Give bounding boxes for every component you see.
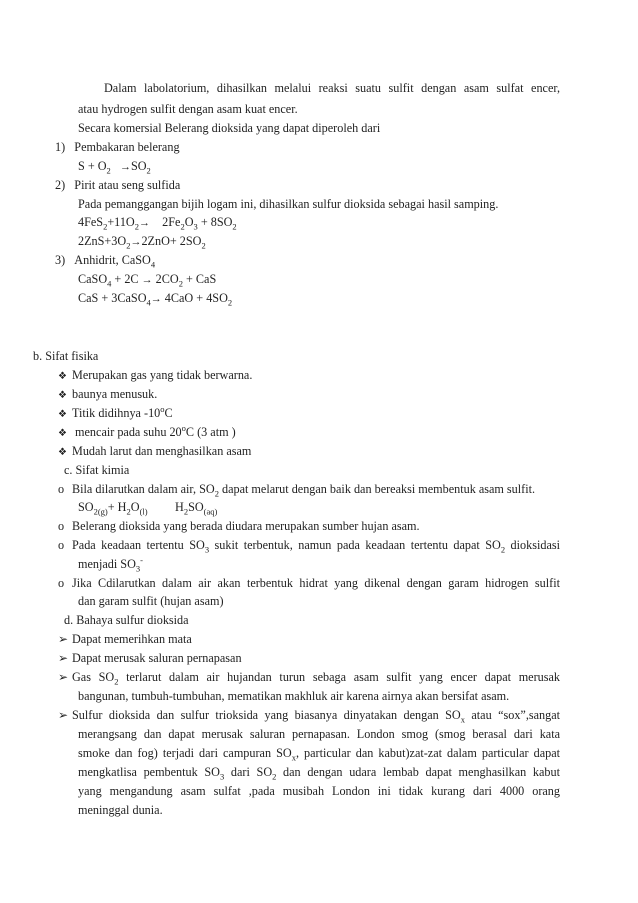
- subscript: 2: [126, 240, 131, 251]
- diamond-bullet-icon: ❖: [58, 447, 67, 458]
- danger-item: [58, 707, 560, 723]
- arrow-icon: →: [119, 161, 131, 173]
- text-run: Dapat memerihkan mata: [72, 632, 192, 646]
- danger-item-continuation: [78, 764, 560, 780]
- text-run: mencair pada suhu 20: [75, 425, 182, 439]
- equation-sulfurous-acid: [78, 499, 217, 515]
- intro-paragraph-line-1: Dalam labolatorium, dihasilkan melalui reaksi suatu sulfit dengan asam sulfat encer,: [104, 81, 560, 95]
- danger-item: [58, 631, 192, 647]
- subscript: 2: [106, 165, 111, 176]
- text-run: Merupakan gas yang tidak berwarna.: [72, 368, 253, 382]
- chemical-item: [58, 537, 560, 553]
- text-run: + 8SO: [197, 215, 233, 229]
- subscript: 2: [183, 506, 189, 517]
- circle-bullet-icon: o: [58, 576, 65, 590]
- subscript: 2: [114, 676, 119, 687]
- subscript: 2: [178, 278, 183, 289]
- diamond-bullet-icon: ❖: [58, 428, 67, 439]
- chemical-item: [58, 518, 420, 534]
- text-run: atau “sox”,sangat: [464, 708, 560, 722]
- arrow-bullet-icon: ➢: [58, 670, 69, 684]
- subscript: 2: [126, 506, 131, 517]
- diamond-bullet-icon: ❖: [58, 371, 67, 382]
- text-run: H: [175, 500, 184, 514]
- diamond-bullet-icon: ❖: [58, 390, 67, 401]
- subscript: 2: [201, 240, 206, 251]
- text-run: 2Fe: [162, 215, 181, 229]
- text-run: Titik didihnya -10: [72, 406, 161, 420]
- danger-item: [58, 650, 242, 666]
- text-run: dan dengan udara lembab dapat menghasilkan kabut: [276, 765, 561, 779]
- circle-bullet-icon: o: [58, 519, 65, 533]
- arrow-icon: →: [150, 293, 162, 305]
- superscript: o: [181, 422, 186, 433]
- subscript: (aq): [203, 506, 218, 517]
- text-run: mengkatlisa pembentuk SO: [78, 765, 220, 779]
- subscript: 2: [134, 221, 139, 232]
- subscript: 2: [214, 488, 219, 499]
- source-title: Anhidrit, CaSO: [74, 253, 151, 267]
- physical-item: [58, 443, 251, 461]
- source-title: Pirit atau seng sulfida: [74, 178, 181, 192]
- text-run: 4FeS: [78, 215, 104, 229]
- text-run: SO: [188, 500, 204, 514]
- text-run: , particular dan kabut)zat-zat dalam particular dapat: [295, 746, 560, 760]
- subscript: 3: [193, 221, 198, 232]
- text-run: + CaS: [182, 272, 217, 286]
- danger-item: [58, 669, 560, 685]
- text-run: Gas SO: [72, 670, 115, 684]
- equation-sulfur-combustion: [78, 158, 151, 175]
- text-run: menjadi SO: [78, 557, 136, 571]
- text-run: 4CaO + 4SO: [161, 291, 228, 305]
- subscript: 4: [107, 278, 112, 289]
- text-run: Bila dilarutkan dalam air, SO: [72, 482, 215, 496]
- chemical-item-continuation: dan garam sulfit (hujan asam): [78, 594, 224, 608]
- source-item-2: [55, 177, 180, 193]
- intro-paragraph-2: Secara komersial Belerang dioksida yang dapat diperoleh dari: [78, 121, 381, 135]
- danger-item-continuation: [78, 745, 560, 761]
- physical-item: [58, 367, 252, 385]
- text-run: smoke dan fog) terjadi dari campuran SO: [78, 746, 292, 760]
- equation-pyrite: [78, 214, 237, 231]
- subscript: 2(g): [93, 506, 108, 517]
- text-run: Jika Cdilarutkan dalam air akan terbentuk hidrat yang dikenal dengan garam hidrogen sulfit: [72, 576, 560, 590]
- subscript: x: [460, 714, 465, 725]
- text-run: SO: [78, 500, 94, 514]
- danger-item-continuation: bangunan, tumbuh-tumbuhan, mematikan makhluk air karena airnya akan bersifat asam.: [78, 689, 510, 703]
- text-run: sukit terbentuk, namun pada keadaan tertentu dapat SO: [209, 538, 501, 552]
- arrow-icon: →: [141, 274, 153, 286]
- superscript: -: [140, 554, 143, 565]
- equation-anhydrite-2: [78, 290, 232, 307]
- text-run: 2CO: [152, 272, 179, 286]
- source-item-1: [55, 139, 180, 155]
- text-run: +11O: [107, 215, 135, 229]
- arrow-bullet-icon: ➢: [58, 708, 69, 722]
- subscript: 2: [272, 771, 277, 782]
- physical-item: [58, 405, 173, 423]
- text-run: O: [130, 500, 140, 514]
- circle-bullet-icon: o: [58, 482, 65, 496]
- list-number: 1): [55, 140, 66, 154]
- subscript: 2: [180, 221, 185, 232]
- text-run: dioksidasi: [505, 538, 560, 552]
- text-run: CaSO: [78, 272, 108, 286]
- text-run: + H: [107, 500, 127, 514]
- circle-bullet-icon: o: [58, 538, 65, 552]
- chemical-item-continuation: [78, 556, 143, 572]
- diamond-bullet-icon: ❖: [58, 409, 67, 420]
- subscript: 3: [135, 563, 141, 574]
- section-heading-dangers: d. Bahaya sulfur dioksida: [64, 613, 189, 627]
- text-run: 2ZnO+ 2SO: [141, 234, 202, 248]
- source-item-3: [55, 252, 155, 268]
- chemical-item: [58, 575, 560, 591]
- subscript: 2: [227, 297, 233, 308]
- physical-item: [58, 386, 157, 404]
- arrow-icon: →: [138, 217, 150, 229]
- subscript: 4: [146, 297, 151, 308]
- text-run: C: [164, 406, 173, 420]
- danger-item-continuation: merangsang dan dapat merusak saluran pernapasan. London smog (smog berasal dari kata: [78, 727, 560, 741]
- text-run: baunya menusuk.: [72, 387, 158, 401]
- text-run: Mudah larut dan menghasilkan asam: [72, 444, 252, 458]
- section-heading-chemical: c. Sifat kimia: [64, 463, 130, 477]
- subscript: 3: [204, 544, 210, 555]
- section-heading-physical: b. Sifat fisika: [33, 349, 99, 363]
- text-run: 2ZnS+3O: [78, 234, 127, 248]
- text-run: CaS + 3CaSO: [78, 291, 147, 305]
- chemical-item: [58, 481, 535, 497]
- list-number: 2): [55, 178, 66, 192]
- subscript: 2: [500, 544, 506, 555]
- intro-paragraph-line-2: atau hydrogen sulfit dengan asam kuat encer.: [78, 102, 298, 116]
- arrow-bullet-icon: ➢: [58, 651, 69, 665]
- text-run: Sulfur dioksida dan sulfur trioksida yang biasanya dinyatakan dengan SO: [72, 708, 461, 722]
- source-description: Pada pemanggangan bijih logam ini, dihasilkan sulfur dioksida sebagai hasil samping.: [78, 197, 499, 211]
- subscript: 3: [219, 771, 225, 782]
- subscript: 2: [232, 221, 237, 232]
- text-run: + 2C: [111, 272, 142, 286]
- subscript: 4: [150, 259, 156, 270]
- danger-item-continuation: yang mengandung asam sulfat ,pada musibah London ini tidak kurang dari 4000 orang: [78, 784, 560, 798]
- text-run: O: [184, 215, 194, 229]
- text-run: dapat melarut dengan baik dan bereaksi membentuk asam sulfit.: [218, 482, 536, 496]
- source-title: Pembakaran belerang: [74, 140, 180, 154]
- text-run: dari SO: [224, 765, 273, 779]
- text-run: Pada keadaan tertentu SO: [72, 538, 205, 552]
- text-run: C (3 atm ): [185, 425, 236, 439]
- list-number: 3): [55, 253, 66, 267]
- subscript: x: [291, 752, 296, 763]
- text-run: terlarut dalam air hujandan turun sebaga asam sulfit yang encer dapat merusak: [118, 670, 560, 684]
- text-run: S + O: [78, 159, 107, 173]
- superscript: o: [160, 403, 165, 414]
- text-run: Dapat merusak saluran pernapasan: [72, 651, 242, 665]
- subscript: 2: [103, 221, 108, 232]
- physical-item: [58, 424, 236, 442]
- subscript: (l): [139, 506, 148, 517]
- subscript: 2: [146, 165, 151, 176]
- arrow-icon: →: [130, 236, 142, 248]
- equation-zinc-sulfide: [78, 233, 206, 250]
- text-run: SO: [130, 159, 147, 173]
- arrow-bullet-icon: ➢: [58, 632, 69, 646]
- danger-item-continuation: meninggal dunia.: [78, 803, 163, 817]
- text-run: Belerang dioksida yang berada diudara merupakan sumber hujan asam.: [72, 519, 420, 533]
- equation-anhydrite-1: [78, 271, 216, 288]
